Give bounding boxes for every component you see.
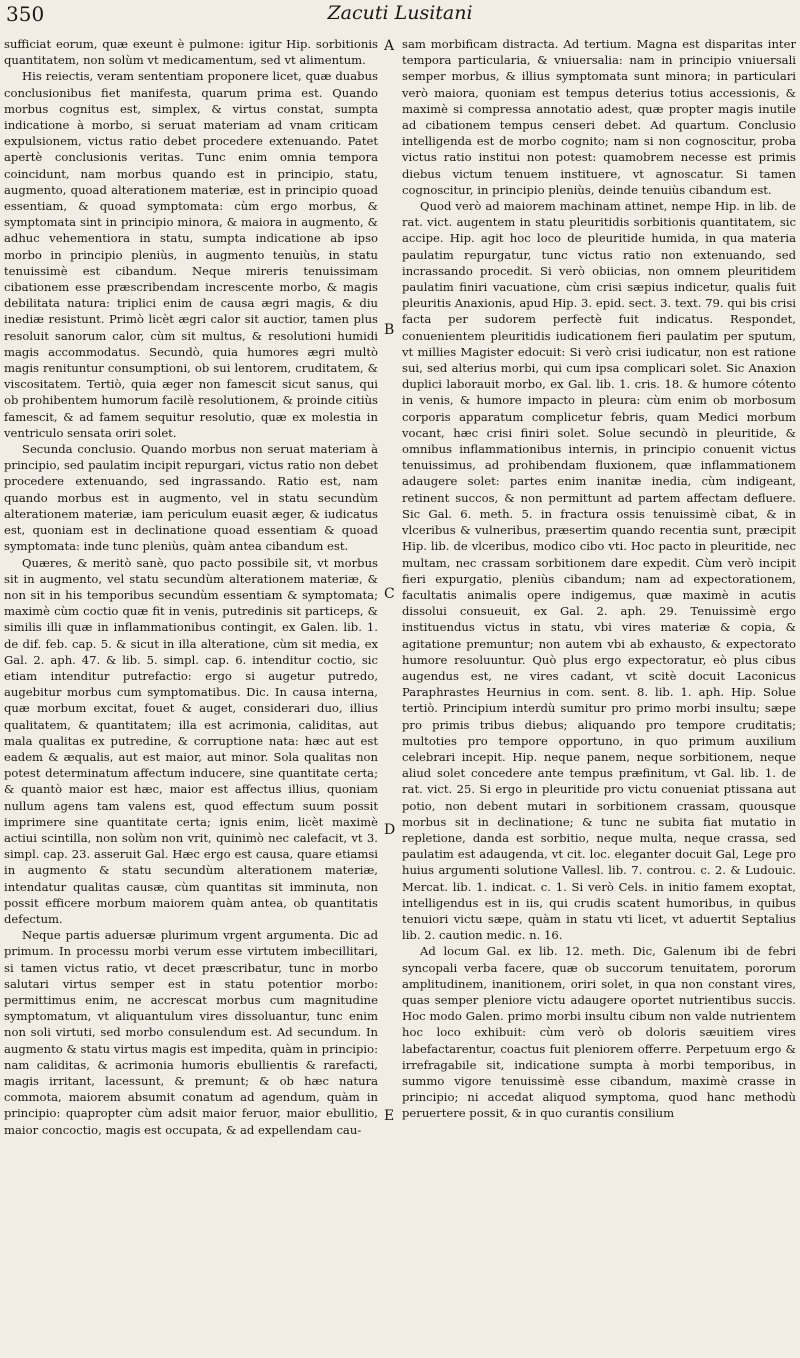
page-number: 350 <box>6 2 45 26</box>
margin-letter-d: D <box>384 822 396 838</box>
right-column <box>402 36 796 1352</box>
paragraph: sam morbificam distracta. Ad tertium. Magna est disparitas inter tempora particularia, & vniuersalia: nam in principio vniuersali semper morbus, & illius symptomata sunt minora; in particulari verò maiora, quoniam est tempus deterius totius accessionis, & maximè si compressa annotatio adest, quæ propter magis inutile ad cibationem tempus censeri debet. Ad quartum. Conclusio intelligenda est de morbo cognito; nam si non cognoscitur, proba victus ratio institui non potest: quamobrem necesse est primis diebus victum tenuem instituere, vt agnoscatur. Si tamen cognoscitur, in principio pleniùs, deinde tenuiùs cibandum est. <box>402 37 796 197</box>
paragraph: Quod verò ad maiorem machinam attinet, nempe Hip. in lib. de rat. vict. augentem in statu pleuritidis sorbitionis quantitatem, sic accipe. Hip. agit hoc loco de pleuritide humida, in qua materia paulatim repurgatur, tunc victus ratio non extenuando, sed incrassando procedit. Si verò obiicias, non omnem pleuritidem paulatim finiri vacuatione, cùm crisi sæpius indicetur, qualis fuit pleuritis Anaxionis, apud Hip. 3. epid. sect. 3. text. 79. qui bis crisi facta per sudorem perfectè fuit indicatus. Respondet, conuenientem pleuritidis iudicationem fieri paulatim per sputum, vt millies Magister edocuit: Si verò crisi iudicatur, non est ratione sui, sed alterius morbi, qui cum ipsa complicari solet. Sic Anaxion duplici laborauit morbo, ex Gal. lib. 1. cris. 18. & humore cótento in venis, & humore impacto in pleura: cùm enim ob morbosum corporis apparatum complicetur febris, quam Medici morbum vocant, hæc crisi finiri solet. Solue secundò in pleuritide, & omnibus inflammationibus internis, in principio conuenit victus tenuissimus, ad prohibendam fluxionem, quæ inflammationem adaugere solet: partes enim inanitæ inedia, cùm indigeant, retinent succos, & non permittunt ad partem affectam defluere. Sic Gal. 6. meth. 5. in fractura ossis tenuissimè cibat, & in vlceribus & vulneribus, præsertim quando recentia sunt, præcipit Hip. lib. de vlceribus, modico cibo vti. Hoc pacto in pleuritide, nec multam, nec crassam sorbitionem dare expedit. Cùm verò incipit fieri expurgatio, pleniùs cibandum; nam ad expectorationem, facultatis animalis opere indigemus, quæ maximè in acutis dissolui consueuit, ex Gal. 2. aph. 29. Tenuissimè ergo instituendus victus in statu, vbi vires materiæ & copia, & agitatione premuntur; non autem vbi ab exhausto, & expectorato humore resoluuntur. Quò plus ergo expectoratur, eò plus cibus augendus est, ne vires cadant, vt scitè docuit Laconicus Paraphrastes Heurnius in com. sent. 8. lib. 1. aph. Hip. Solue tertiò. Principium interdù sumitur pro primo morbi insultu; sæpe pro primis tribus diebus; aliquando pro tempore cruditatis; multoties pro tempore opportuno, in quo primum auxilium celebrari incepit. Hip. neque panem, neque sorbitionem, neque aliud solet concedere ante tempus præfinitum, vt Gal. lib. 1. de rat. vict. 25. Si ergo in pleuritide pro victu conueniat ptissana aut potio, non debent mutari in sorbitionem crassam, quousque morbus sit in declinatione; & tunc ne subita fiat mutatio in repletione, danda est sorbitio, neque multa, neque crassa, sed paulatim est adaugenda, vt cit. loc. eleganter docuit Gal, Lege pro huius argumenti solutione Vallesl. lib. 7. controu. c. 2. & Ludouic. Mercat. lib. 1. indicat. c. 1. Si verò Cels. in initio famem exoptat, intelligendus est in iis, qui crudis scatent humoribus, in quibus tenuiori victu sæpe, quàm in statu vti licet, vt aduertit Septalius lib. 2. caution medic. n. 16. <box>402 199 796 943</box>
paragraph: Secunda conclusio. Quando morbus non seruat materiam à principio, sed paulatim incipit repurgari, victus ratio non debet procedere extenuando, sed ingrassando. Ratio est, nam quando morbus est in augmento, vel in statu secundùm alterationem materiæ, iam periculum euasit æger, & iudicatus est, quoniam est in declinatione quoad essentiam & quoad symptomata: inde tunc pleniùs, quàm antea cibandum est. <box>4 442 378 554</box>
paragraph: Quæres, & meritò sanè, quo pacto possibile sit, vt morbus sit in augmento, vel statu secundùm alterationem materiæ, & non sit in his temporibus secundùm essentiam & symptomata; maximè cùm coctio quæ fit in venis, putredinis sit particeps, & similis illi quæ in inflammationibus contingit, ex Galen. lib. 1. de dif. feb. cap. 5. & sicut in illa alteratione, cùm sit media, ex Gal. 2. aph. 47. & lib. 5. simpl. cap. 6. intenditur coctio, sic etiam intenditur putrefactio: ergo si augetur putredo, augebitur morbus cum symptomatibus. Dic. In causa interna, quæ morbum excitat, fouet & auget, considerari duo, illius qualitatem, & quantitatem; illa est acrimonia, caliditas, aut mala qualitas ex putredine, & corruptione nata: hæc aut est eadem & æqualis, aut est maior, aut minor. Sola qualitas non potest determinatum affectum inducere, sine quantitate certa; & quantò maior est hæc, maior est affectus illius, quoniam nullum agens tam valens est, quod effectum suum possit imprimere sine quantitate certa; ignis enim, licèt maximè actiui scintilla, non solùm non vrit, quinimò nec calefacit, vt 3. simpl. cap. 23. asseruit Gal. Hæc ergo est causa, quare etiamsi in augmento & statu secundùm alterationem materiæ, intendatur qualitas causæ, cùm quantitas sit imminuta, non possit efficere morbum maiorem quàm antea, ob quantitatis defectum. <box>4 555 378 926</box>
paragraph: Ad locum Gal. ex lib. 12. meth. Dic, Galenum ibi de febri syncopali verba facere, quæ ob succorum tenuitatem, pororum amplitudinem, inanitionem, oriri solet, in qua non constant vires, quas semper pleniore victu adaugere oportet nutrientibus succis. Hoc modo Galen. primo morbi insultu cibum non valde nutrientem hoc loco exhibuit: cùm verò ob doloris sæuitiem vires labefactarentur, coactus fuit pleniorem offerre. Perpetuum ergo & irrefragabile sit, indicatione sumpta à morbi temporibus, in summo vigore tenuissimè esse cibandum, maximè crasse in principio; ni accedat aliquod symptoma, quod hanc methodù peruertere possit, & in quo curantis consilium <box>402 944 796 1121</box>
paragraph: Neque partis aduersæ plurimum vrgent argumenta. Dic ad primum. In processu morbi verum esse virtutem imbecillitari, si tamen victus ratio, vt decet præscribatur, tunc in morbo salutari virtus semper est in statu potentior morbo: permittimus enim, ne accrescat morbus cum magnitudine symptomatum, vt aliquantulum vires dissoluantur, tunc enim non soli virtuti, sed morbo consulendum est. Ad secundum. In augmento & statu virtus magis est impedita, quàm in principio: nam caliditas, & acrimonia humoris ebullientis & rarefacti, magis irritant, lacessunt, & premunt; & ob hæc natura commota, maiorem absumit conatum ad agendum, quàm in principio: quapropter cùm adsit maior feruor, maior ebullitio, maior concoctio, magis est occupata, & ad expellendam cau- <box>4 928 378 1137</box>
running-head: Zacuti Lusitani <box>327 2 473 24</box>
paragraph: sufficiat eorum, quæ exeunt è pulmone: igitur Hip. sorbitionis quantitatem, non solùm vt medicamentum, sed vt alimentum. <box>4 37 378 68</box>
margin-letter-a: A <box>384 38 395 54</box>
left-column <box>4 36 378 1352</box>
margin-letter-e: E <box>384 1108 395 1124</box>
margin-letter-b: B <box>384 322 395 338</box>
paragraph: His reiectis, veram sententiam proponere licet, quæ duabus conclusionibus fiet manifesta, quarum prima est. Quando morbus cognitus est, simplex, & virtus constat, sumpta indicatione à morbo, si seruat materiam ad vnam criticam expulsionem, victus ratio debet procedere extenuando. Patet apertè conclusionis veritas. Tunc enim omnia tempora coincidunt, nam morbus quando est in principio, statu, augmento, quoad alterationem materiæ, est in principio quoad essentiam, & quoad symptomata: cùm ergo morbus, & symptomata sint in principio minora, & maiora in augmento, & adhuc vehementiora in statu, sumpta indicatione ab ipso morbo in principio pleniùs, in augmento tenuiùs, in statu tenuissimè est cibandum. Neque mireris tenuissimam cibationem esse præscribendam increscente morbo, & magis debilitata natura: triplici enim de causa ægri magis, & diu inediæ resistunt. Primò licèt ægri calor sit auctior, tamen plus resoluit sanorum calor, cùm sit multus, & resolutioni humidi magis accommodatus. Secundò, quia humores ægri multò magis renituntur consumptioni, ob sui lentorem, cruditatem, & viscositatem. Tertiò, quia æger non famescit sicut sanus, qui ob prohibentem humorum facilè resolutionem, & proinde citiùs famescit, & ad famem sequitur resolutio, quæ ex molestia in ventriculo sensata oriri solet. <box>4 69 378 440</box>
margin-letter-c: C <box>384 586 395 602</box>
